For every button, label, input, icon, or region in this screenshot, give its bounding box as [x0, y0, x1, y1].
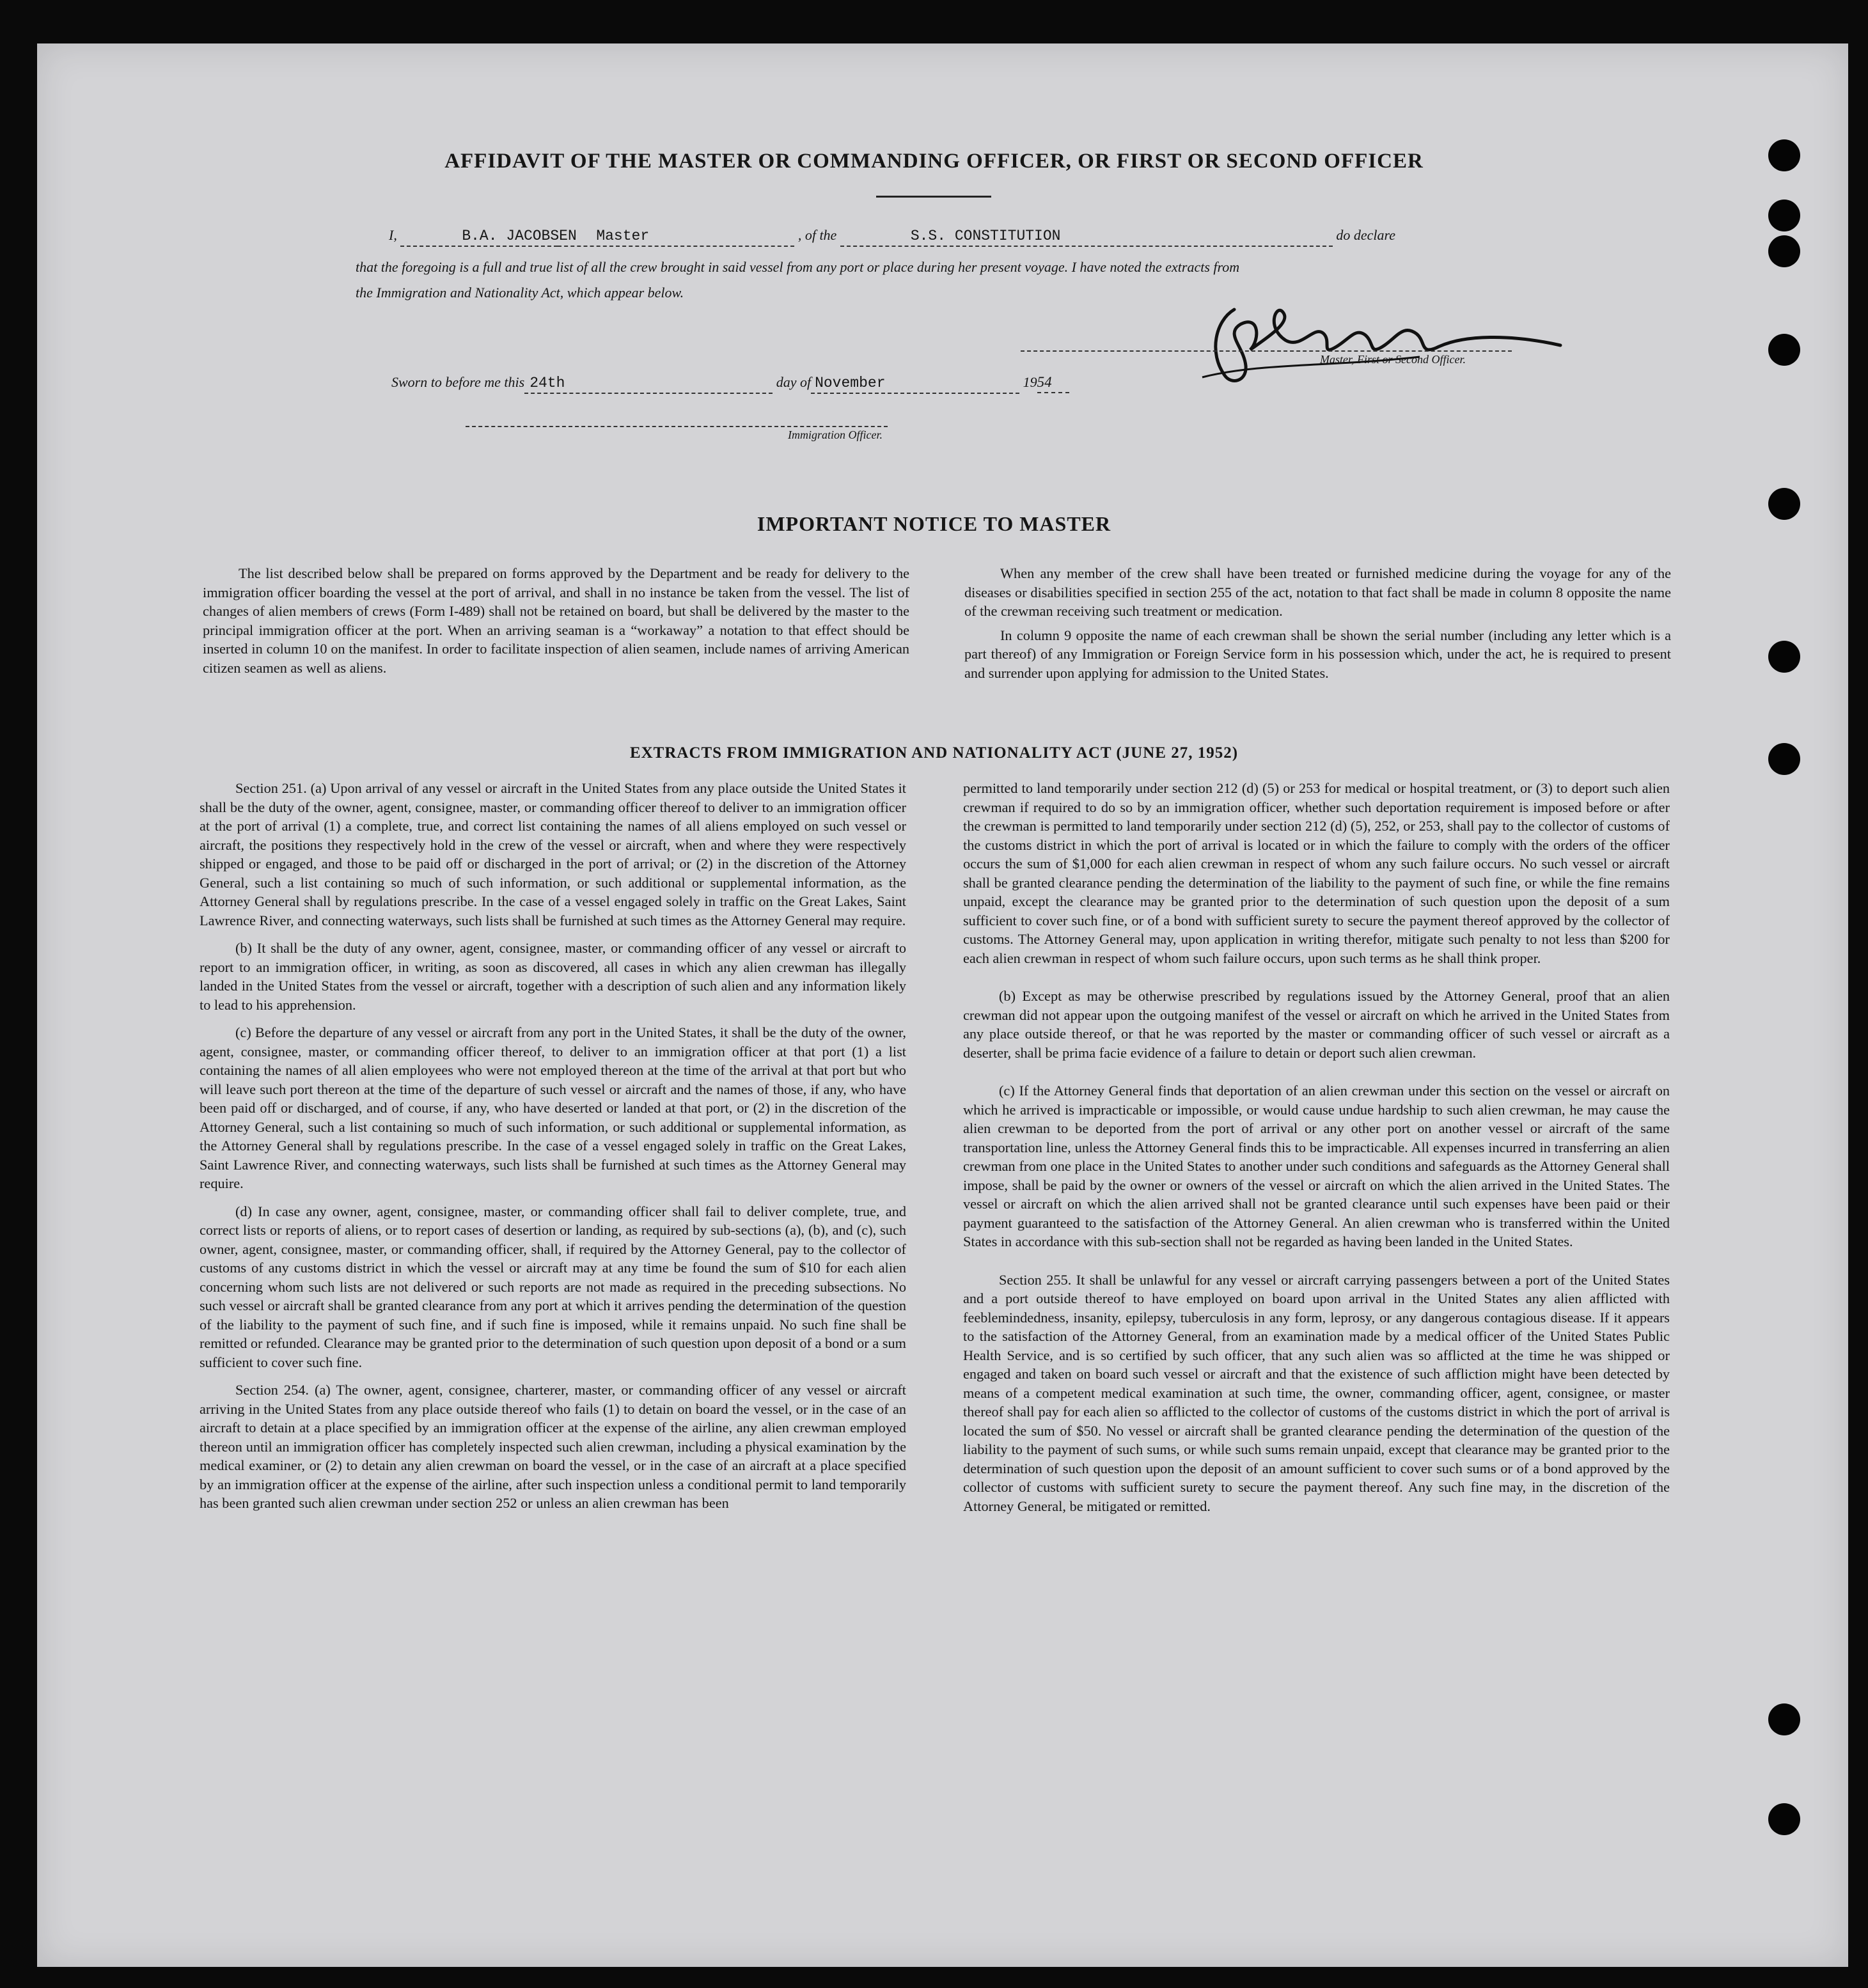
immigration-officer-caption: Immigration Officer. — [788, 428, 883, 441]
extract-paragraph: (d) In case any owner, agent, consignee, master, or commanding officer shall fail to deliver complete, true, and correct lists or reports of aliens, or to report cases of desertion or landing, as required by sub-sections (a), (b), and (c), such owner, agent, consignee, master, or commanding officer, shall, if required by the Attorney General, pay to the collector of customs of any customs district in which the vessel or aircraft may at any time be found the sum of $10 for each alien concerning whom such lists are not delivered or such reports are not made as required in the preceding subsections. No such vessel or aircraft shall be granted clearance from any port at which it arrives pending the determination of the question of the liability to the payment of such fine, and if such fine is imposed, while it remains unpaid. No such fine shall be remitted or refunded. Clearance may be granted prior to the determination of such question upon deposit of a bond or a sum sufficient to cover such fine. — [200, 1203, 906, 1370]
notice-title: IMPORTANT NOTICE TO MASTER — [757, 512, 1111, 535]
extract-paragraph: (b) Except as may be otherwise prescribed by regulations issued by the Attorney General, proof that an alien crewman did not appear upon the outgoing manifest of the vessel or aircraft on which he arrived in the United States from any place outside thereof, or that he was reported by the master or commanding officer of such vessel or aircraft as a deserter, shall be prima facie evidence of a failure to detain or deport such alien crewman. — [963, 988, 1670, 1061]
sworn-line — [391, 370, 1069, 395]
sworn-month-field: November — [811, 373, 1019, 394]
extract-paragraph: Section 255. It shall be unlawful for any vessel or aircraft carrying passengers between a port of the United States and a port outside thereof to have employed on board upon arrival in the United States any alien afflicted with feeblemindedness, insanity, epilepsy, tuberculosis in any form, leprosy, or any dangerous contagious disease. If it appears to the satisfaction of the Attorney General, from an examination made by a medical officer of the United States Public Health Service, and is so certified by such officer, that any such alien was so afflicted at the time he was shipped or engaged and taken on board such vessel or aircraft and that the existence of such affliction might have been detected by means of a competent medical examination at such time, the owner, commanding officer, agent, consignee, or master thereof shall pay for each alien so afflicted to the collector of customs of the customs district in which the port of arrival is located the sum of $50. No vessel or aircraft shall be granted clearance pending the determination of the question of the liability to the payment of such sums, or while such sums remain unpaid, except that clearance may be granted prior to the determination of such question upon the deposit of an amount sufficient to cover such sums or of a bond approved by the collector of customs with sufficient surety to secure the payment thereof. Any such fine may, in the discretion of the Attorney General, be mitigated or remitted. — [963, 1271, 1670, 1514]
declaration-statement-1: that the foregoing is a full and true list of all the crew brought in said vessel from any port or place during her present voyage. I have noted the extracts from — [356, 259, 1240, 275]
extracts-right-column — [963, 779, 1670, 1719]
binder-hole-icon — [1768, 641, 1800, 673]
of-the-label: , of the — [797, 227, 837, 243]
declaration-statement-2: the Immigration and Nationality Act, which appear below. — [356, 285, 684, 301]
extract-paragraph: (b) It shall be the duty of any owner, agent, consignee, master, or commanding officer of any vessel or aircraft to report to an immigration officer, in writing, as soon as discovered, all cases in which any alien crewman has illegally landed in the United States from the vessel or aircraft, together with a description of such alien and any information likely to lead to his apprehension. — [200, 940, 906, 1013]
sworn-prefix: Sworn to before me this — [391, 374, 525, 390]
binder-hole-icon — [1768, 1803, 1800, 1835]
signature-caption: Master, First or Second Officer. — [1320, 353, 1466, 366]
do-declare-label: do declare — [1336, 227, 1395, 243]
binder-hole-icon — [1768, 334, 1800, 366]
extracts-title: EXTRACTS FROM IMMIGRATION AND NATIONALITY ACT (JUNE 27, 1952) — [629, 744, 1239, 762]
extract-paragraph: permitted to land temporarily under section 212 (d) (5) or 253 for medical or hospital treatment, or (3) to deport such alien crewman if required to do so by an immigration officer, whether such deportation requirement is imposed before or after the crewman is permitted to land temporarily under section 212 (d) (5), 252, or 253, shall pay to the collector of customs of the customs district in which the port of arrival is located or in which the failure to comply with the orders of the officer occurs the sum of $1,000 for each alien crewman in respect of whom any such failure occurs. No such vessel or aircraft shall be granted clearance pending the determination of the liability to the payment of such fine, or while the fine remains unpaid, except the clearance may be granted prior to the determination of such question upon the deposit of a sum sufficient to cover such fine, or of a bond with sufficient surety to secure the payment thereof approved by the collector of customs. The Attorney General may, upon application in writing therefor, mitigate such penalty to not less than $200 for each alien crewman in respect of whom such failure occurs, upon such terms as he shall think proper. — [963, 780, 1670, 966]
declaration-line — [389, 223, 1395, 248]
binder-hole-icon — [1768, 235, 1800, 267]
immigration-officer-signature-line — [466, 407, 888, 427]
notice-left-paragraph: The list described below shall be prepared on forms approved by the Department and be ready for delivery to the immigration officer boarding the vessel at the port of arrival, and shall in no instance be taken from the vessel. The list of changes of alien members of crews (Form I-489) shall not be retained on board, but shall be delivered by the master to the principal immigration officer at the port. When an arriving seaman is a “workaway” a notation to that effect should be inserted in column 10 on the manifest. In order to facilitate inspection of alien seamen, include names of arriving American citizen seamen as well as aliens. — [203, 565, 909, 676]
affidavit-title: AFFIDAVIT OF THE MASTER OR COMMANDING OFFICER, OR FIRST OR SECOND OFFICER — [444, 150, 1424, 173]
notice-right-paragraph-2: In column 9 opposite the name of each crewman shall be shown the serial number (including any letter which is a part thereof) of any Immigration or Foreign Service form in his possession which, under the act, he is required to present and surrender upon applying for admission to the United States. — [964, 627, 1671, 681]
extract-paragraph: (c) Before the departure of any vessel or aircraft from any port in the United States, it shall be the duty of the owner, agent, consignee, master, or commanding officer thereof, to deliver to an immigration officer at that port (1) a list containing the names of all alien employees who were not employed thereon at the time of the arrival at that port but who will leave such port thereon at the time of the departure of such vessel or aircraft and the names of those, if any, who have been paid off or discharged, and of course, if any, who have deserted or landed at that port, or (2) in the discretion of the Attorney General, such a list containing so much of such information, or such additional or supplemental information, as the Attorney General shall by regulations prescribe. In the case of a vessel engaged solely in traffic on the Great Lakes, Saint Lawrence River, and connecting waterways, such lists shall be furnished at such times as the Attorney General may require. — [200, 1024, 906, 1191]
notice-right-paragraph-1: When any member of the crew shall have been treated or furnished medicine during the voyage for any of the diseases or disabilities specified in section 255 of the act, notation to that fact shall be made in column 8 opposite the name of the crewman receiving such treatment or medication. — [964, 565, 1671, 619]
signature-line — [1021, 331, 1512, 352]
vessel-name-field: S.S. CONSTITUTION — [840, 226, 1333, 247]
notice-left-column — [203, 564, 909, 686]
binder-hole-icon — [1768, 200, 1800, 231]
day-of-label: day of — [776, 374, 812, 390]
binder-hole-icon — [1768, 1703, 1800, 1735]
notice-right-column — [964, 564, 1671, 691]
title-divider — [876, 196, 991, 198]
extract-paragraph: Section 251. (a) Upon arrival of any vessel or aircraft in the United States from any place outside the United States it shall be the duty of the owner, agent, consignee, master, or commanding officer thereof to deliver to an immigration officer at the port of arrival (1) a complete, true, and correct list containing the names of all aliens employed on such vessel or aircraft, the positions they respectively hold in the crew of the vessel or aircraft, when and where they were respectively shipped or engaged, and those to be paid off or discharged in the port of arrival; or (2) in the discretion of the Attorney General, such a list containing so much of such information, or such additional or supplemental information, as the Attorney General shall by regulations prescribe. In the case of a vessel engaged solely in traffic on the Great Lakes, Saint Lawrence River, and connecting waterways, such lists shall be furnished at such times as the Attorney General may require. — [200, 780, 906, 928]
rank-field: Master — [558, 226, 794, 247]
year-field: 54 — [1037, 373, 1069, 393]
sworn-day-field: 24th — [524, 373, 773, 394]
extract-paragraph: (c) If the Attorney General finds that deportation of an alien crewman under this section on the vessel or aircraft on which he arrived is impracticable or impossible, or would cause undue hardship to such alien crewman, he may cause the alien crewman to be deported from the port of arrival or any other port on another vessel or aircraft of the same transportation line, unless the Attorney General finds this to be impracticable. All expenses incurred in transferring an alien crewman from one place in the United States to another under such conditions and safeguards as the Attorney General shall impose, shall be paid by the owner or owners of the vessel or aircraft on which the alien arrived in the United States. The vessel or aircraft on which the alien arrived shall not be granted clearance until such expenses have been paid or their payment guaranteed to the satisfaction of the Attorney General. An alien crewman who is transferred within the United States in accordance with this sub-section shall not be regarded as having been landed in the United States. — [963, 1083, 1670, 1249]
extract-paragraph: Section 254. (a) The owner, agent, consignee, charterer, master, or commanding officer of any vessel or aircraft arriving in the United States from any place outside thereof who fails (1) to detain on board the vessel, or in the case of an aircraft to detain at a place specified by an immigration officer at the expense of the airline, any alien crewman employed thereon until an immigration officer has completely inspected such alien crewman, including a physical examination by the medical examiner, or (2) to detain any alien crewman on board the vessel, or in the case of an aircraft at a place specified by an immigration officer at the expense of the airline, after such inspection unless a conditional permit to land temporarily has been granted such alien crewman under section 252 or unless an alien crewman has been — [200, 1382, 906, 1511]
declaration-intro: I, — [389, 227, 397, 243]
year-prefix-label: 19 — [1023, 374, 1037, 390]
master-name-field: B.A. JACOBSEN — [400, 226, 558, 247]
extracts-left-column — [200, 779, 906, 1719]
